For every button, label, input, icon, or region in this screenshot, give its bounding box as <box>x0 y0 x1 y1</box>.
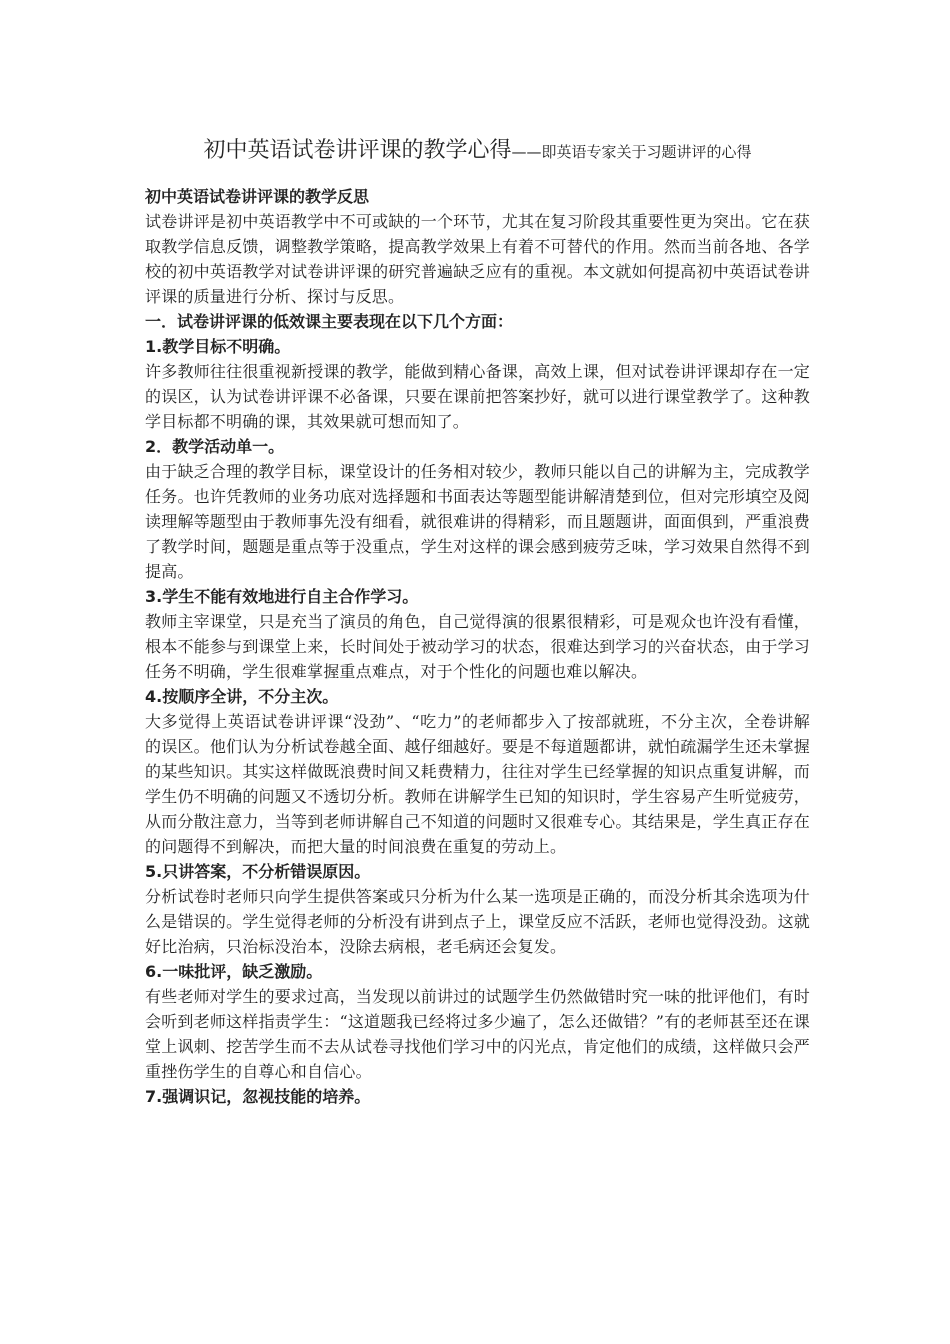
item-text-5: 分析试卷时老师只向学生提供答案或只分析为什么某一选项是正确的，而没分析其余选项为什么是错误的。学生觉得老师的分析没有讲到点子上，课堂反应不活跃，老师也觉得没劲。这就好比治病，只治标没治本，没除去病根，老毛病还会复发。 <box>145 887 810 956</box>
item-heading-5: 5.只讲答案，不分析错误原因。 <box>145 862 371 881</box>
item-text-2: 由于缺乏合理的教学目标，课堂设计的任务相对较少，教师只能以自己的讲解为主，完成教学任务。也许凭教师的业务功底对选择题和书面表达等题型能讲解清楚到位，但对完形填空及阅读理解等题型由于教师事先没有细看，就很难讲的得精彩，而且题题讲，面面俱到，严重浪费了教学时间，题题是重点等于没重点，学生对这样的课会感到疲劳乏味，学习效果自然得不到提高。 <box>145 462 810 581</box>
title-sub: ——即英语专家关于习题讲评的心得 <box>511 143 752 161</box>
intro-paragraph: 试卷讲评是初中英语教学中不可或缺的一个环节，尤其在复习阶段其重要性更为突出。它在获取教学信息反馈，调整教学策略，提高教学效果上有着不可替代的作用。然而当前各地、各学校的初中英语教学对试卷讲评课的研究普遍缺乏应有的重视。本文就如何提高初中英语试卷讲评课的质量进行分析、探讨与反思。 <box>145 212 810 306</box>
title-main: 初中英语试卷讲评课的教学心得 <box>203 138 512 163</box>
item-text-3: 教师主宰课堂，只是充当了演员的角色，自己觉得演的很累很精彩，可是观众也许没有看懂，根本不能参与到课堂上来，长时间处于被动学习的状态，很难达到学习的兴奋状态，由于学习任务不明确，学生很难掌握重点难点，对于个性化的问题也难以解决。 <box>145 612 810 681</box>
document-subtitle: 初中英语试卷讲评课的教学反思 <box>145 187 370 206</box>
item-text-6: 有些老师对学生的要求过高，当发现以前讲过的试题学生仍然做错时究一味的批评他们，有时会听到老师这样指责学生：“这道题我已经将过多少遍了，怎么还做错？”有的老师甚至还在课堂上讽刺、挖苦学生而不去从试卷寻找他们学习中的闪光点，肯定他们的成绩，这样做只会严重挫伤学生的自尊心和自信心。 <box>145 987 810 1081</box>
item-heading-4: 4.按顺序全讲，不分主次。 <box>145 687 339 706</box>
item-heading-6: 6.一味批评，缺乏激励。 <box>145 962 323 981</box>
item-heading-3: 3.学生不能有效地进行自主合作学习。 <box>145 587 419 606</box>
item-text-4: 大多觉得上英语试卷讲评课“没劲”、“吃力”的老师都步入了按部就班，不分主次，全卷讲解的误区。他们认为分析试卷越全面、越仔细越好。要是不每道题都讲，就怕疏漏学生还未掌握的某些知识。其实这样做既浪费时间又耗费精力，往往对学生已经掌握的知识点重复讲解，而学生仍不明确的问题又不透切分析。教师在讲解学生已知的知识时，学生容易产生听觉疲劳，从而分散注意力，当等到老师讲解自己不知道的问题时又很难专心。其结果是，学生真正存在的问题得不到解决，而把大量的时间浪费在重复的劳动上。 <box>145 712 810 856</box>
document-title <box>145 133 810 170</box>
item-heading-2: 2．教学活动单一。 <box>145 437 285 456</box>
item-heading-7: 7.强调识记，忽视技能的培养。 <box>145 1087 371 1106</box>
section-heading: 一．试卷讲评课的低效课主要表现在以下几个方面： <box>145 312 514 331</box>
document-page <box>145 133 810 1109</box>
item-text-1: 许多教师往往很重视新授课的教学，能做到精心备课，高效上课，但对试卷讲评课却存在一定的误区，认为试卷讲评课不必备课，只要在课前把答案抄好，就可以进行课堂教学了。这种教学目标都不明确的课，其效果就可想而知了。 <box>145 362 810 431</box>
item-heading-1: 1.教学目标不明确。 <box>145 337 291 356</box>
